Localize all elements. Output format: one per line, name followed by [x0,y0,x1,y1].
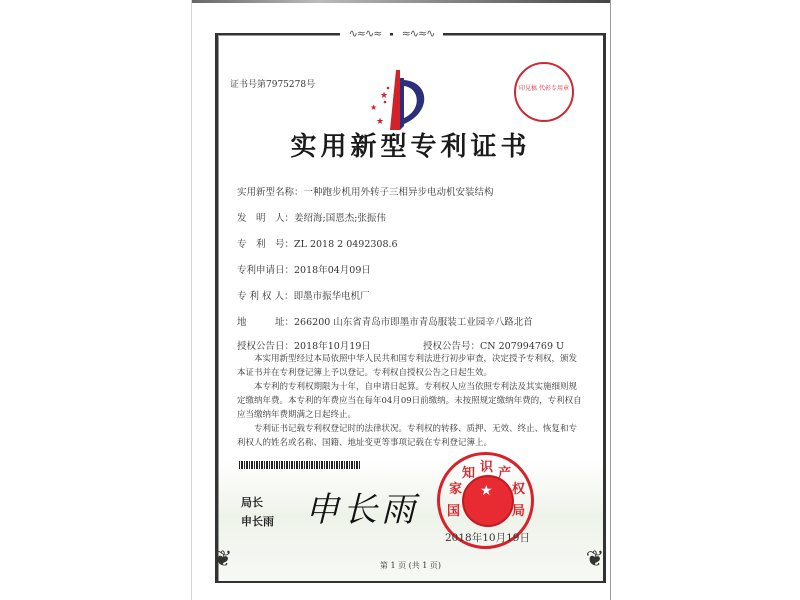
field-announcement-number: 授权公告号：CN 207994769 U [423,341,565,352]
field-application-date: 专利申请日：2018年04月09日 [237,265,371,276]
director-signature: 申长雨 [305,490,419,530]
director-name: 申长雨 [241,515,274,528]
field-patent-number: 专 利 号：ZL 2018 2 0492308.6 [237,239,398,250]
seal-char: 局 [512,504,526,519]
agency-seal-small: 印見稿 代彰专用章 [514,62,574,122]
corner-ornament-bottom-left-icon: ❦ [213,547,233,572]
paper-top-edge [192,0,610,3]
paragraph-term: 本专利的专利权期限为十年，自申请日起算。专利权人应当依照专利法及其实施细则规定缴纳年费。本专利的年费应当在每年04月09日前缴纳。未按照规定缴纳年费的，专利权自应当缴纳年费期满之日起终止。 [237,382,582,420]
seal-char: 识 [480,460,494,475]
field-utility-model-name: 实用新型名称：一种跑步机用外转子三相异步电动机安装结构 [237,187,494,198]
seal-char: 产 [498,466,512,481]
field-inventors: 发 明 人：姜绍海;国恩杰;张振伟 [237,213,386,224]
national-emblem-icon: ★ [462,475,514,527]
dragon-ornament-right-icon: ≈∿≈∿ [393,27,443,41]
seal-date: 2018年10月19日 [445,532,530,544]
certificate-title: 实用新型专利证书 [290,132,531,162]
dragon-ornament-left-icon: ∿≈∿≈ [340,27,390,41]
paragraph-legal-status: 专利证书记载专利权登记时的法律状况。专利权的转移、质押、无效、终止、恢复和专利权人的姓名或名称、国籍、地址变更等事项记载在专利登记簿上。 [237,424,578,448]
seal-char: 家 [449,482,463,497]
seal-char: 权 [512,482,526,497]
svg-text:★: ★ [380,91,389,101]
corner-ornament-bottom-right-icon: ❦ [585,547,605,572]
field-grant-date: 授权公告日：2018年10月19日 [237,341,371,352]
svg-text:★: ★ [376,117,385,127]
certificate-number: 证书号第7975278号 [230,80,316,90]
director-title: 局长 [241,496,263,509]
sipo-logo-icon [360,68,430,134]
field-address: 地 址：266200 山东省青岛市即墨市青岛服装工业园辛八路北首 [237,317,533,328]
barcode [239,461,360,469]
certificate-body-text [237,352,582,450]
seal-char: 国 [447,504,461,519]
seal-char: 知 [462,466,476,481]
paragraph-grant: 本实用新型经过本局依照中华人民共和国专利法进行初步审查，决定授予专利权，颁发本证书并在专利登记簿上予以登记。专利权自授权公告之日起生效。 [237,354,578,378]
page-footer: 第 1 页 (共 1 页) [379,561,442,570]
svg-text:★: ★ [370,103,378,112]
field-patentee: 专 利 权 人：即墨市振华电机厂 [237,291,370,302]
